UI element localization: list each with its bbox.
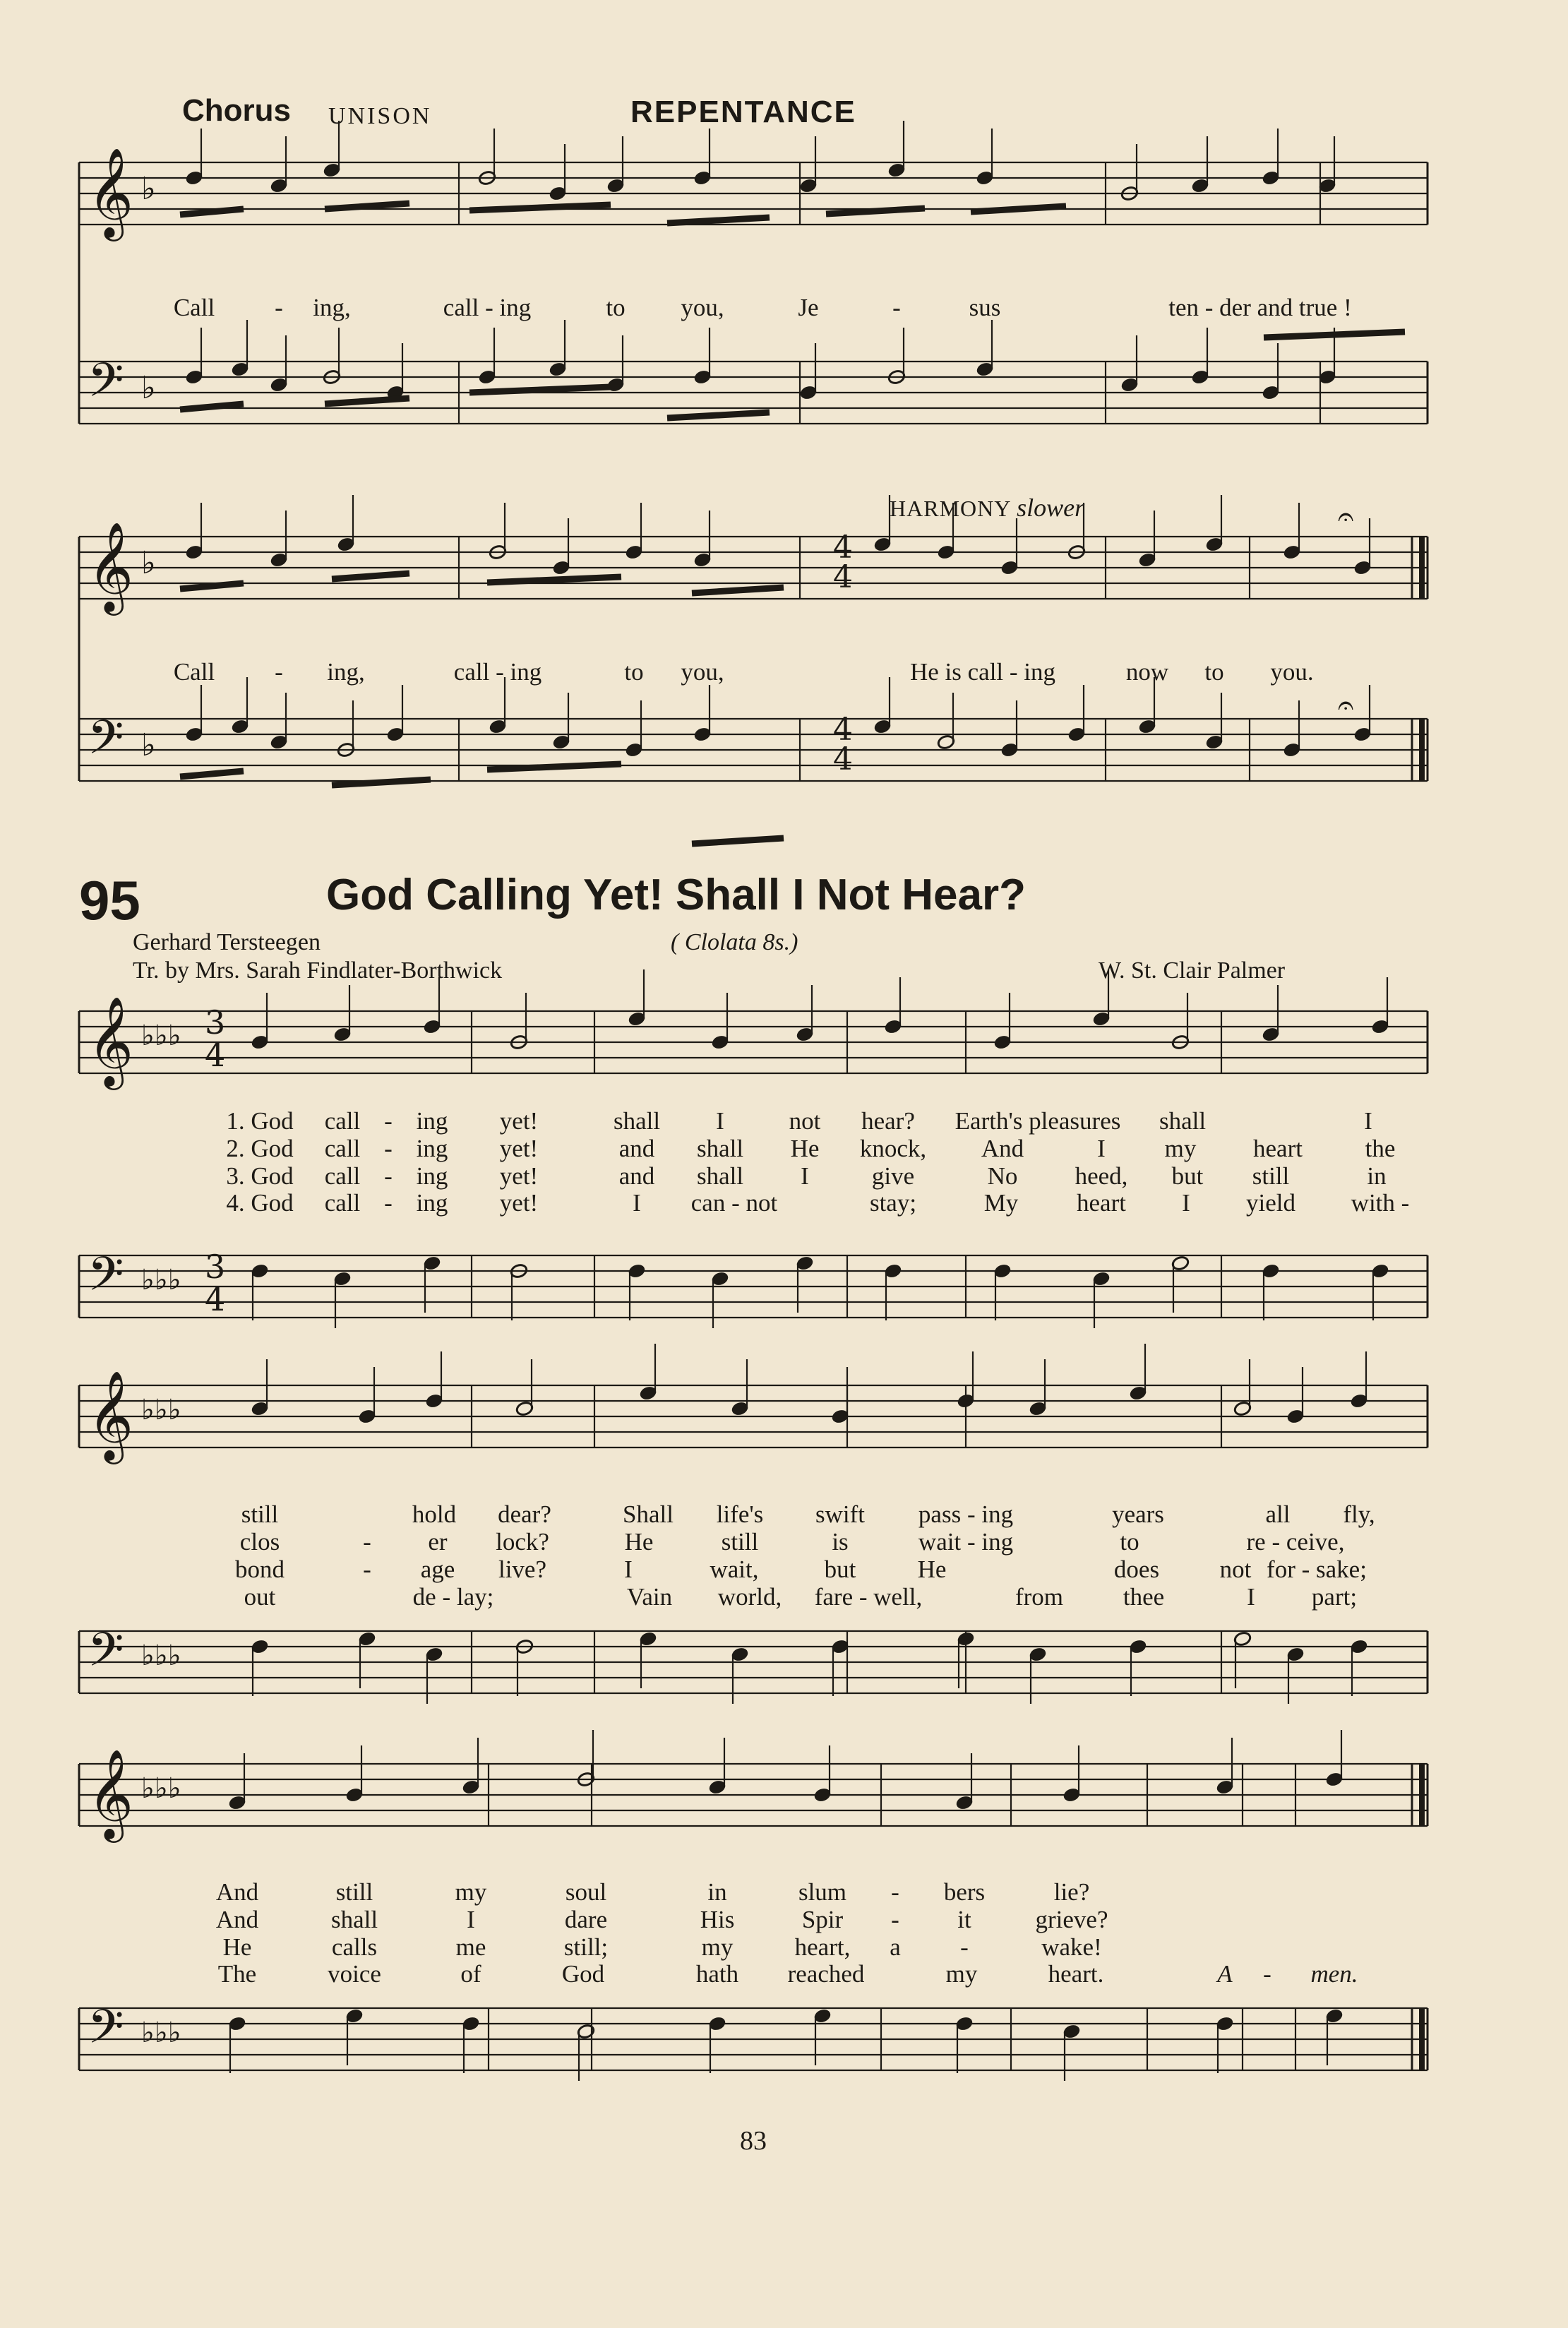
verse-3-sys3-word: a [890,1933,901,1961]
verse-3-sys1-word: - [384,1162,393,1190]
verse-1-sys3-word: slum [798,1878,847,1906]
verse-2-sys2-word: wait - ing [918,1528,1014,1556]
verse-1-sys1-word: not [789,1107,821,1135]
chorus-line-1-word: - [892,294,901,321]
treble-clef-icon: 𝄞 [88,147,134,237]
verse-2-sys2-word: still [721,1528,759,1556]
verse-4-sys1-word: I [1182,1189,1190,1217]
verse-3-sys2-word: bond [235,1556,285,1583]
note-beam [180,209,244,215]
verse-1-sys2-word: years [1112,1500,1164,1528]
unison-marking: UNISON [328,103,432,129]
verse-4-sys2-word: de - lay; [412,1583,494,1611]
page-number: 83 [740,2126,767,2156]
time-signature: 4 [205,1036,226,1074]
chorus-line-1-word: Je [798,294,819,321]
verse-3-sys1-word: call [324,1162,361,1190]
verse-1-sys3-word: And [215,1878,259,1906]
verse-3-sys1-word: and [618,1162,655,1190]
verse-4-sys2-word: world, [717,1583,782,1611]
verse-1-sys2-word: all [1265,1500,1291,1528]
verse-4-sys2-word: part; [1311,1583,1358,1611]
chorus-line-2-word: you. [1270,658,1314,686]
bass-clef-icon: 𝄢 [88,710,124,776]
flat-icon: ♭♭♭ [141,1640,181,1672]
treble-clef-icon: 𝄞 [88,521,134,611]
flat-icon: ♭♭♭ [141,2017,181,2049]
verse-1-sys1-word: yet! [499,1107,539,1135]
verse-2-sys2-word: - [363,1528,371,1556]
treble-clef-icon: 𝄞 [88,996,134,1086]
time-signature: 3 [205,1248,226,1286]
verse-4-sys1-word: I [633,1189,641,1217]
staff-hymn-4 [79,1631,1428,1693]
verse-1-sys3-word: lie? [1053,1878,1090,1906]
verse-3-sys2-word: does [1113,1556,1160,1583]
verse-2-sys3-word: shall [330,1906,378,1933]
verse-3-sys3-word: my [701,1933,734,1961]
flat-icon: ♭♭♭ [141,1772,181,1805]
verse-1-sys3-word: my [455,1878,487,1906]
verse-4-sys1-word: heart [1077,1189,1126,1217]
verse-3-sys2-word: live? [498,1556,547,1583]
verse-1-sys1-word: call [324,1107,361,1135]
section-title: REPENTANCE [630,95,856,129]
chorus-line-1-word: ten - der and true ! [1168,294,1352,321]
verse-3-sys3-word: calls [331,1933,378,1961]
verse-2-sys3-word: - [891,1906,899,1933]
verse-2-sys1-word: I [1097,1135,1106,1162]
note-beam [180,583,244,589]
chorus-label: Chorus [182,93,291,128]
note-beam [692,838,784,844]
staff-hymn-5 [79,1764,1428,1826]
verse-3-sys2-word: not [1219,1556,1252,1583]
verse-1-sys2-word: life's [716,1500,764,1528]
time-signature: 4 [833,712,853,748]
treble-clef-icon: 𝄞 [88,1370,134,1460]
verse-3-sys2-word: but [824,1556,856,1583]
verse-2-sys2-word: re - ceive, [1246,1528,1345,1556]
verse-3-sys1-word: yet! [499,1162,539,1190]
verse-1-sys1-word: - [384,1107,393,1135]
verse-1-sys1-word: ing [416,1107,448,1135]
verse-4-sys3-word: reached [787,1960,865,1988]
note-beam [325,398,409,404]
staff-hymn-3 [79,1385,1428,1447]
verse-4-sys3-word: voice [328,1960,381,1988]
verse-2-sys2-word: clos [239,1528,280,1556]
verse-4-sys2-word: I [1247,1583,1255,1611]
hymn-translator: Tr. by Mrs. Sarah Findlater-Borthwick [133,957,503,984]
verse-1-sys3-word: still [335,1878,373,1906]
chorus-line-1-word: Call [173,294,215,321]
bass-clef-icon: 𝄢 [88,1623,124,1688]
note-beam [487,577,621,583]
verse-2-sys1-word: and [618,1135,655,1162]
chorus-line-1-word: ing, [313,294,351,321]
flat-icon: ♭ [141,370,156,406]
verse-2-sys2-word: lock? [496,1528,549,1556]
verse-2-sys3-word: His [700,1906,735,1933]
flat-icon: ♭ [141,545,156,581]
verse-4-sys3-word: The [217,1960,257,1988]
verse-4-sys1-word: yet! [499,1189,539,1217]
verse-3-sys2-word: - [363,1556,371,1583]
flat-icon: ♭♭♭ [141,1264,181,1296]
verse-4-sys2-word: out [244,1583,276,1611]
amen-word: - [1263,1960,1271,1988]
verse-1-sys1-word: Earth's pleasures [954,1107,1121,1135]
verse-3-sys1-word: No [987,1162,1018,1190]
time-signature: 4 [833,530,853,566]
verse-2-sys1-word: knock, [859,1135,927,1162]
amen-word: men. [1310,1960,1358,1988]
verse-1-sys1-word: I [1364,1107,1372,1135]
staff-chorus-4 [79,719,1428,781]
chorus-line-2-word: you, [681,658,724,686]
staff-hymn-2 [79,1255,1428,1318]
verse-3-sys3-word: heart, [794,1933,851,1961]
chorus-line-1-word: call - ing [443,294,532,321]
hymn-title: God Calling Yet! Shall I Not Hear? [326,871,1027,919]
verse-1-sys1-word: 1. God [226,1107,294,1135]
time-signature: 3 [205,1003,226,1041]
chorus-line-1-word: to [606,294,626,321]
chorus-line-2-word: Call [173,658,215,686]
verse-4-sys3-word: heart. [1048,1960,1104,1988]
verse-4-sys3-word: my [945,1960,978,1988]
verse-4-sys1-word: can - not [690,1189,778,1217]
verse-1-sys1-word: hear? [861,1107,915,1135]
flat-icon: ♭ [141,171,156,207]
verse-4-sys2-word: fare - well, [814,1583,923,1611]
hymn-number: 95 [79,869,140,931]
chorus-line-2-word: now [1125,658,1169,686]
verse-2-sys3-word: Spir [801,1906,844,1933]
bass-clef-icon: 𝄢 [88,1247,124,1313]
verse-3-sys1-word: in [1367,1162,1387,1190]
time-signature: 4 [833,741,853,777]
verse-3-sys2-word: for - sake; [1267,1556,1367,1583]
verse-4-sys1-word: ing [416,1189,448,1217]
verse-1-sys2-word: swift [815,1500,865,1528]
verse-2-sys1-word: - [384,1135,393,1162]
verse-1-sys3-word: soul [565,1878,607,1906]
verse-3-sys1-word: shall [696,1162,744,1190]
hymn-composer: W. St. Clair Palmer [1099,957,1286,984]
chorus-line-1-word: you, [681,294,724,321]
verse-1-sys3-word: bers [943,1878,986,1906]
chorus-line-2-word: to [624,658,644,686]
chorus-line-1-word: - [275,294,283,321]
verse-1-sys2-word: fly, [1343,1500,1375,1528]
hymn-author: Gerhard Tersteegen [133,929,321,955]
verse-4-sys3-word: of [460,1960,481,1988]
verse-2-sys3-word: dare [564,1906,608,1933]
note-beam [180,771,244,777]
verse-4-sys1-word: 4. God [226,1189,294,1217]
bass-clef-icon: 𝄢 [88,353,124,419]
verse-2-sys1-word: shall [696,1135,744,1162]
verse-3-sys3-word: - [960,1933,969,1961]
verse-3-sys1-word: 3. God [226,1162,294,1190]
verse-1-sys2-word: still [241,1500,279,1528]
verse-2-sys3-word: it [957,1906,971,1933]
verse-3-sys1-word: I [801,1162,809,1190]
verse-4-sys1-word: stay; [869,1189,917,1217]
verse-2-sys2-word: er [428,1528,448,1556]
note-beam [469,387,611,393]
verse-3-sys2-word: age [420,1556,455,1583]
verse-4-sys3-word: hath [695,1960,739,1988]
verse-1-sys2-word: dear? [498,1500,551,1528]
time-signature: 4 [205,1280,226,1318]
verse-1-sys1-word: shall [613,1107,661,1135]
staff-hymn-1 [79,1011,1428,1073]
chorus-line-2-word: to [1204,658,1224,686]
time-signature: 4 [833,559,853,595]
verse-3-sys3-word: wake! [1041,1933,1102,1961]
chorus-line-2-word: - [275,658,283,686]
verse-2-sys1-word: 2. God [226,1135,294,1162]
tune-name: ( Clolata 8s.) [671,929,798,955]
verse-3-sys2-word: wait, [710,1556,759,1583]
bass-clef-icon: 𝄢 [88,2000,124,2065]
verse-2-sys2-word: is [832,1528,849,1556]
verse-2-sys1-word: my [1164,1135,1197,1162]
verse-1-sys3-word: - [891,1878,899,1906]
flat-icon: ♭ [141,727,156,763]
verse-2-sys2-word: to [1120,1528,1139,1556]
verse-2-sys3-word: grieve? [1035,1906,1108,1933]
chorus-line-2-word: call - ing [453,658,542,686]
verse-1-sys2-word: Shall [623,1500,674,1528]
note-beam [692,587,784,593]
note-beam [1264,332,1405,338]
verse-1-sys1-word: shall [1159,1107,1207,1135]
verse-3-sys1-word: give [871,1162,915,1190]
verse-1-sys2-word: hold [412,1500,457,1528]
verse-4-sys1-word: call [324,1189,361,1217]
verse-2-sys1-word: the [1365,1135,1396,1162]
verse-4-sys1-word: My [983,1189,1019,1217]
verse-2-sys3-word: And [215,1906,259,1933]
flat-icon: ♭♭♭ [141,1020,181,1052]
verse-1-sys1-word: I [716,1107,724,1135]
verse-2-sys2-word: He [624,1528,654,1556]
verse-3-sys1-word: heed, [1075,1162,1128,1190]
harmony-marking: HARMONY slower [890,494,1085,522]
verse-2-sys1-word: And [981,1135,1024,1162]
verse-1-sys3-word: in [707,1878,727,1906]
amen-word: A [1217,1960,1233,1988]
chorus-line-1-word: sus [969,294,1001,321]
verse-4-sys2-word: Vain [626,1583,673,1611]
note-beam [325,203,409,209]
verse-2-sys1-word: heart [1253,1135,1303,1162]
verse-2-sys1-word: call [324,1135,361,1162]
verse-1-sys2-word: pass - ing [918,1500,1014,1528]
chorus-line-2-word: He is call - ing [909,658,1056,686]
verse-4-sys1-word: with - [1351,1189,1410,1217]
verse-4-sys3-word: God [561,1960,605,1988]
fermata-icon: 𝄐 [1338,501,1354,533]
verse-2-sys1-word: He [790,1135,820,1162]
verse-2-sys1-word: ing [416,1135,448,1162]
verse-3-sys3-word: me [455,1933,486,1961]
verse-4-sys2-word: thee [1123,1583,1165,1611]
flat-icon: ♭♭♭ [141,1394,181,1426]
verse-2-sys3-word: I [467,1906,475,1933]
verse-4-sys1-word: - [384,1189,393,1217]
note-beam [667,412,770,418]
verse-4-sys2-word: from [1015,1583,1064,1611]
verse-3-sys2-word: He [917,1556,947,1583]
note-beam [332,573,409,579]
verse-3-sys1-word: still [1252,1162,1290,1190]
chorus-line-2-word: ing, [327,658,365,686]
verse-3-sys2-word: I [624,1556,633,1583]
fermata-icon: 𝄐 [1338,689,1354,722]
verse-3-sys1-word: but [1171,1162,1204,1190]
verse-3-sys1-word: ing [416,1162,448,1190]
verse-3-sys3-word: He [222,1933,252,1961]
note-beam [667,217,770,223]
treble-clef-icon: 𝄞 [88,1748,134,1839]
note-beam [971,206,1066,212]
verse-4-sys1-word: yield [1246,1189,1295,1217]
verse-2-sys1-word: yet! [499,1135,539,1162]
verse-3-sys3-word: still; [563,1933,609,1961]
